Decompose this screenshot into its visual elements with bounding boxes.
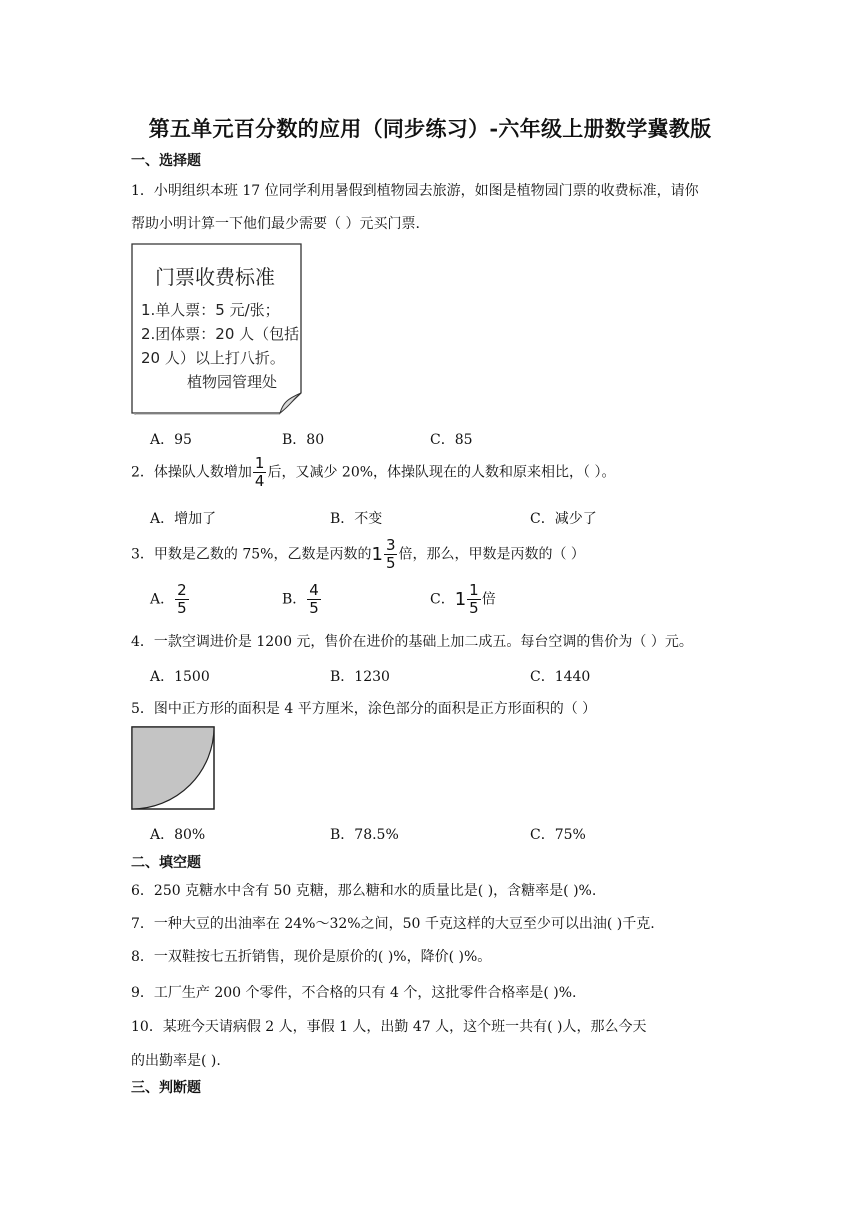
q3-option-c-whole: 1 [454,589,467,610]
q4-option-a[interactable]: A．1500 [150,669,210,685]
notice-title: 门票收费标准 [155,265,275,289]
q3-option-a-numerator: 2 [177,581,187,599]
q1-option-c[interactable]: C．85 [430,432,473,448]
question-1-line-1: 1．小明组织本班 17 位同学利用暑假到植物园去旅游，如图是植物园门票的收费标准，请你 [131,183,699,199]
section-heading-true-false: 三、判断题 [131,1080,201,1096]
q3-option-a-label: A． [150,591,175,608]
question-7: 7．一种大豆的出油率在 24%～32%之间，50 千克这样的大豆至少可以出油( )千克. [131,916,655,932]
q4-option-b[interactable]: B．1230 [330,669,390,685]
q2-option-c[interactable]: C．减少了 [530,511,597,527]
q3-option-c-denominator: 5 [469,599,479,617]
q2-fraction-denominator: 4 [254,472,265,490]
q3-text-before: 3．甲数是乙数的 75%，乙数是丙数的 [131,546,372,563]
question-10-line-1: 10．某班今天请病假 2 人，事假 1 人，出勤 47 人，这个班一共有( )人，那么今天 [131,1019,647,1035]
q3-option-a[interactable] [150,583,190,616]
notice-line-3: 20 人）以上打八折。 [141,349,285,367]
notice-signature: 植物园管理处 [187,373,278,391]
ticket-price-notice [131,243,301,413]
q3-option-c-fraction [467,583,481,616]
q3-option-b-label: B． [282,591,307,608]
question-1-line-2: 帮助小明计算一下他们最少需要（ ）元买门票. [131,216,420,232]
section-heading-fill-in: 二、填空题 [131,855,201,871]
notice-line-1: 1.单人票：5 元/张； [141,301,280,319]
square-quarter-circle-figure [131,726,215,810]
q3-option-c-suffix: 倍 [481,591,496,608]
q2-fraction [253,456,267,489]
question-3 [131,538,585,571]
q3-option-c-numerator: 1 [469,581,479,599]
q5-option-c[interactable]: C．75% [530,827,586,843]
q3-mixed-whole: 1 [371,544,383,565]
q3-fraction [384,538,398,571]
q3-fraction-numerator: 3 [385,536,396,554]
q3-option-c-label: C． [430,591,455,608]
q3-option-c[interactable] [430,583,496,616]
q5-option-a[interactable]: A．80% [150,827,206,843]
q2-text-before: 2．体操队人数增加 [131,464,252,481]
question-4: 4．一款空调进价是 1200 元，售价在进价的基础上加二成五。每台空调的售价为（ ）元。 [131,634,693,650]
q2-text-after: 后，又减少 20%，体操队现在的人数和原来相比，（ ）。 [267,464,616,481]
q1-option-b[interactable]: B．80 [282,432,325,448]
q3-option-b-fraction [307,583,321,616]
section-heading-choice: 一、选择题 [131,153,201,169]
q2-fraction-numerator: 1 [254,454,265,472]
q3-option-a-denominator: 5 [177,599,187,617]
q3-option-b-denominator: 5 [309,599,319,617]
q3-option-a-fraction [175,583,189,616]
q4-option-c[interactable]: C．1440 [530,669,591,685]
question-9: 9．工厂生产 200 个零件，不合格的只有 4 个，这批零件合格率是( )%. [131,985,577,1001]
page-title: 第五单元百分数的应用（同步练习）-六年级上册数学冀教版 [148,116,712,141]
q1-option-a[interactable]: A．95 [150,432,192,448]
question-2 [131,456,616,489]
notice-line-2: 2.团体票：20 人（包括 [141,325,300,343]
question-6: 6．250 克糖水中含有 50 克糖，那么糖和水的质量比是( )，含糖率是( )%. [131,883,597,899]
question-8: 8．一双鞋按七五折销售，现价是原价的( )%，降价( )%。 [131,949,492,965]
q2-option-a[interactable]: A．增加了 [150,511,217,527]
q2-option-b[interactable]: B．不变 [330,511,383,527]
question-5: 5．图中正方形的面积是 4 平方厘米，涂色部分的面积是正方形面积的（ ） [131,701,597,717]
q3-fraction-denominator: 5 [385,554,396,572]
q3-text-after: 倍，那么，甲数是丙数的（ ） [398,546,585,563]
question-10-line-2: 的出勤率是( ). [131,1053,221,1069]
q3-option-b-numerator: 4 [309,581,319,599]
q3-option-b[interactable] [282,583,322,616]
q5-option-b[interactable]: B．78.5% [330,827,399,843]
